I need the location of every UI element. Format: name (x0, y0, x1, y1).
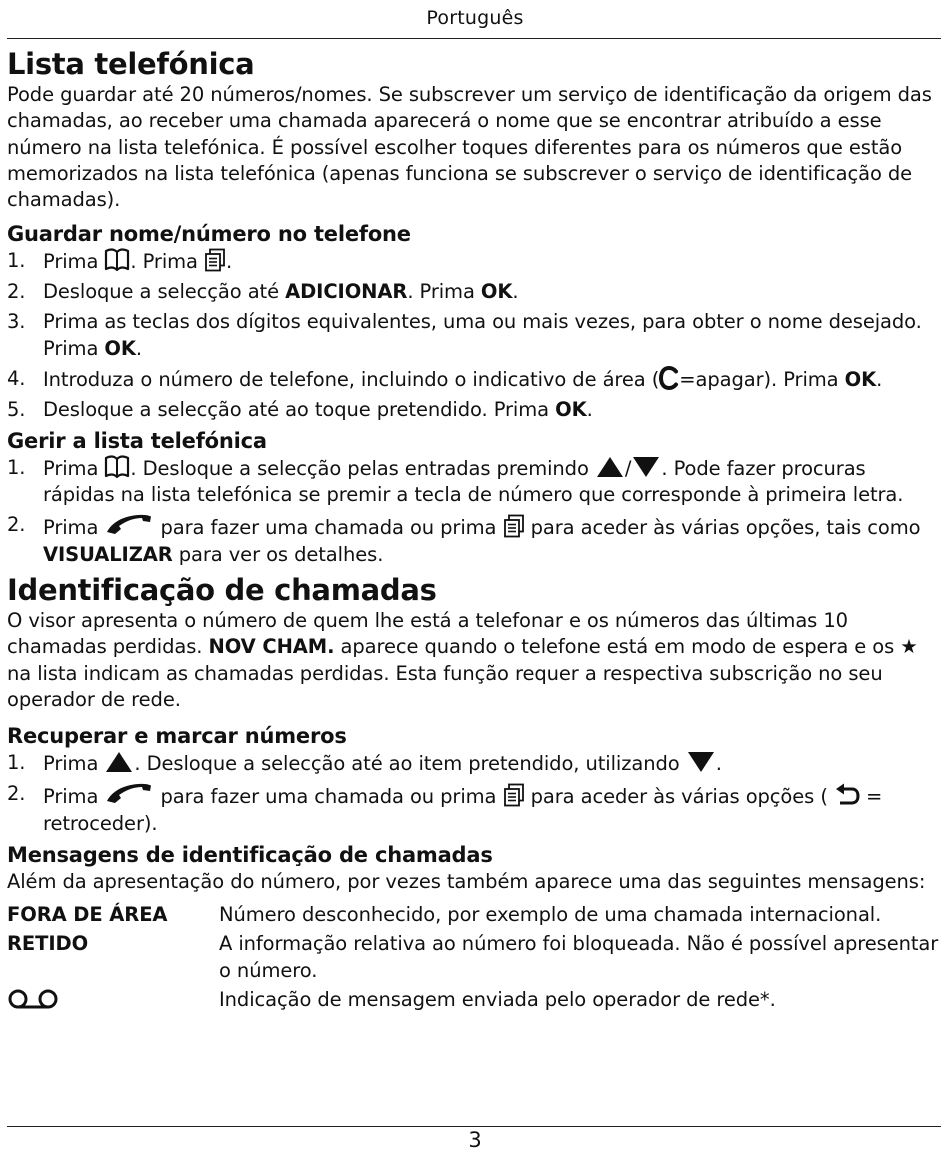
page-number: 3 (468, 1128, 482, 1152)
down-arrow-icon (631, 455, 661, 479)
handset-icon (104, 512, 154, 538)
message-term: RETIDO (7, 932, 89, 956)
message-term: FORA DE ÁREA (7, 902, 168, 926)
list-item: 2. Prima para fazer uma chamada ou prima para aceder às várias opções, tais como VISUALIZAR para ver os detalhes. (7, 513, 921, 566)
display-keyword: ADICIONAR (285, 280, 408, 304)
down-arrow-icon (686, 750, 716, 774)
messages-table (7, 902, 943, 1015)
up-arrow-icon (104, 750, 134, 774)
display-keyword: OK (480, 280, 513, 304)
list-item: 1. Prima . Desloque a selecção até ao item pretendido, utilizando . (7, 751, 722, 776)
page-content (7, 46, 943, 1015)
list-item: 2. Desloque a selecção até ADICIONAR. Prima OK. (7, 280, 519, 304)
section-title-phonebook: Lista telefónica (7, 47, 255, 81)
message-term (7, 987, 219, 1015)
book-icon (104, 455, 130, 479)
message-description: A informação relativa ao número foi bloqueada. Não é possível apresentar o número. (219, 932, 939, 982)
list-item: 5. Desloque a selecção até ao toque pretendido. Prima OK. (7, 397, 593, 421)
list-item: 1. Prima . Prima . (7, 249, 233, 274)
message-description: Número desconhecido, por exemplo de uma chamada internacional. (219, 902, 882, 926)
display-keyword: OK (844, 367, 877, 391)
display-keyword: OK (555, 397, 587, 421)
footer-rule (7, 1126, 941, 1127)
display-keyword: OK (104, 336, 136, 360)
list-item: 2. Prima para fazer uma chamada ou prima para aceder às várias opções ( = retroceder). (7, 782, 883, 835)
menu-list-icon (503, 783, 525, 807)
caller-id-intro: O visor apresenta o número de quem lhe está a telefonar e os números das últimas 10 chamadas perdidas. NOV CHAM. aparece quando o telefone está em modo de espera e os ★ na lista indicam as chamadas perdidas. Esta função requer a respectiva subscrição no seu operador de rede. (7, 608, 918, 711)
list-item: 4. Introduza o número de telefone, incluindo o indicativo de área ( =apagar). Prima OK. (7, 366, 883, 391)
back-arrow-icon (834, 783, 860, 807)
menu-list-icon (204, 248, 226, 272)
subsection-caller-id-messages: Mensagens de identificação de chamadas (7, 842, 493, 867)
subsection-manage-phonebook: Gerir a lista telefónica (7, 428, 267, 453)
c-clear-icon (659, 366, 679, 390)
list-item: 3. Prima as teclas dos dígitos equivalentes, uma ou mais vezes, para obter o nome desejado. Prima OK. (7, 310, 922, 360)
recall-steps-list (7, 750, 943, 837)
store-steps-list (7, 248, 943, 423)
menu-list-icon (503, 514, 525, 538)
page-header-language: Português (426, 7, 524, 29)
message-description: Indicação de mensagem enviada pelo operador de rede*. (219, 988, 776, 1012)
star-icon: ★ (900, 635, 918, 659)
book-icon (104, 248, 130, 272)
up-arrow-icon (595, 455, 625, 479)
voicemail-icon (7, 987, 59, 1011)
messages-intro: Além da apresentação do número, por vezes também aparece uma das seguintes mensagens: (7, 869, 926, 893)
list-item: 1. Prima . Desloque a selecção pelas entradas premindo / . Pode fazer procuras rápidas na lista telefónica se premir a tecla de número que corresponde à primeira letra. (7, 455, 904, 507)
subsection-recall-numbers: Recuperar e marcar números (7, 724, 347, 749)
section-title-caller-id: Identificação de chamadas (7, 572, 437, 607)
display-keyword: NOV CHAM. (208, 635, 335, 659)
handset-icon (104, 781, 154, 807)
subsection-store-number: Guardar nome/número no telefone (7, 222, 411, 247)
manage-steps-list (7, 455, 943, 569)
phonebook-intro: Pode guardar até 20 números/nomes. Se subscrever um serviço de identificação da origem das chamadas, ao receber uma chamada aparecerá o nome que se encontrar atribuído a esse número na lista telefónica. É possível escolher toques diferentes para os números que estão memorizados na lista telefónica (apenas funciona se subscrever o serviço de identificação de chamadas). (7, 83, 932, 212)
display-keyword: VISUALIZAR (43, 542, 173, 566)
header-rule (7, 38, 941, 39)
